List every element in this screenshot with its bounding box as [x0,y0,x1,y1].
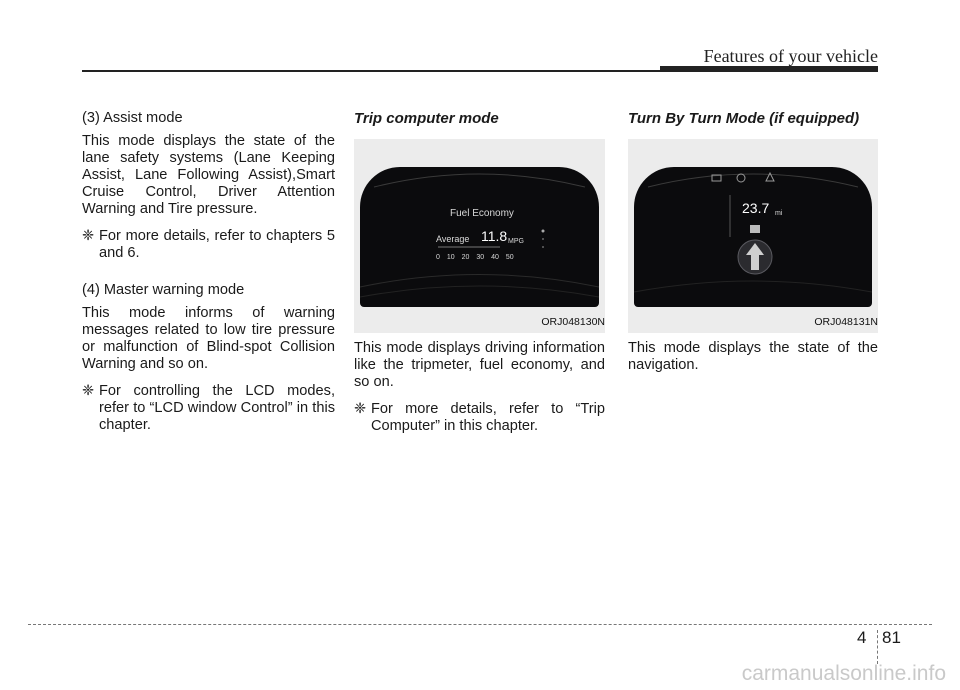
screen-distance-unit: mi [775,210,783,217]
screen-scale: 0 10 20 30 40 50 [436,254,514,261]
figure-code: ORJ048130N [541,316,605,328]
trip-computer-note-text: For more details, refer to “Trip Computer” in this chapter. [371,401,605,434]
trip-computer-note [354,401,605,435]
note-mark-icon: ❈ [82,383,95,399]
assist-mode-note-text: For more details, refer to chapters 5 and 6. [99,228,335,261]
screen-label: Average [436,234,470,244]
column-1 [82,110,335,434]
header-rule-accent [660,66,878,72]
trip-computer-body: This mode displays driving information like the tripmeter, fuel economy, and so on. [354,340,605,390]
chapter-number: 4 [857,628,867,647]
watermark: carmanualsonline.info [741,662,946,685]
master-warning-note [82,383,335,434]
running-header: Features of your vehicle [703,46,878,66]
column-3 [628,110,878,374]
master-warning-body: This mode informs of warning messages related to low tire pressure or malfunction of Blind-spot Collision Warning and so on. [82,305,335,372]
cluster-display-graphic [360,167,599,307]
note-mark-icon: ❈ [82,228,95,244]
master-warning-note-text: For controlling the LCD modes, refer to “LCD window Control” in this chapter. [99,383,335,433]
assist-mode-body: This mode displays the state of the lane safety systems (Lane Keeping Assist, Lane Following Assist),Smart Cruise Control, Driver Attention Warning and Tire pressure. [82,133,335,217]
cluster-screen [634,167,872,307]
trip-computer-heading: Trip computer mode [354,110,499,127]
turn-by-turn-heading: Turn By Turn Mode (if equipped) [628,110,860,127]
assist-mode-title: (3) Assist mode [82,110,183,126]
assist-mode-note [82,228,335,262]
cluster-screen [360,167,599,307]
navigation-display-graphic [634,167,872,307]
note-mark-icon: ❈ [354,401,367,417]
master-warning-title: (4) Master warning mode [82,282,245,298]
screen-unit: MPG [508,238,524,245]
screen-title: Fuel Economy [450,208,514,219]
page-number: 81 [882,628,901,647]
column-2 [354,110,605,435]
trip-computer-figure [354,139,605,333]
turn-by-turn-body: This mode displays the state of the navigation. [628,340,878,373]
footer-divider [877,630,878,664]
footer-rule [28,624,932,625]
figure-code: ORJ048131N [814,316,878,328]
turn-by-turn-figure [628,139,878,333]
screen-value: 11.8 [481,228,508,244]
screen-distance: 23.7 [742,200,770,216]
